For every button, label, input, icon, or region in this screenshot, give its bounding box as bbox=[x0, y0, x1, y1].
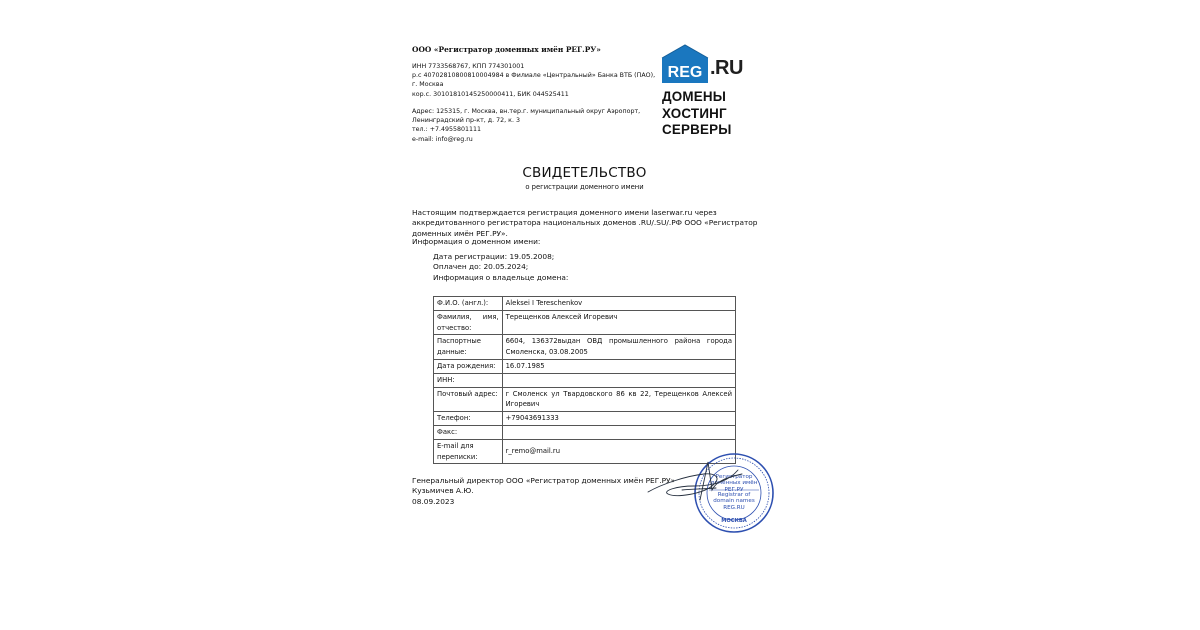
signature-block bbox=[412, 476, 675, 507]
table-value: Aleksei I Tereschenkov bbox=[502, 297, 735, 311]
confirmation-paragraph: Настоящим подтверждается регистрация доменного имени laserwar.ru через аккредитованного регистратора национальных доменов .RU/.SU/.РФ ООО «Регистратор доменных имён РЕГ.РУ». bbox=[412, 208, 758, 238]
table-row bbox=[434, 335, 736, 360]
table-key: Телефон: bbox=[434, 412, 503, 426]
table-key: Дата рождения: bbox=[434, 359, 503, 373]
table-row bbox=[434, 359, 736, 373]
table-value bbox=[502, 425, 735, 439]
table-row bbox=[434, 373, 736, 387]
requisite-line: ИНН 7733568767, КПП 774301001 bbox=[412, 63, 525, 70]
contact-line: Ленинградский пр-кт, д. 72, к. 3 bbox=[412, 117, 520, 125]
stamp-line: Registrar of bbox=[717, 492, 751, 498]
domain-dates bbox=[433, 252, 568, 283]
signature-date: 08.09.2023 bbox=[412, 496, 455, 506]
table-key: ИНН: bbox=[434, 373, 503, 387]
contact-line: Адрес: 125315, г. Москва, вн.тер.г. муниципальный округ Аэропорт, bbox=[412, 108, 641, 115]
domain-info-label: Информация о доменном имени: bbox=[412, 237, 541, 246]
table-key: E-mail для переписки: bbox=[434, 439, 503, 464]
stamp-line: domain names bbox=[713, 498, 755, 505]
stamp-city: МОСКВА bbox=[721, 518, 747, 524]
table-key: Почтовый адрес: bbox=[434, 387, 503, 412]
owner-info-label: Информация о владельце домена: bbox=[433, 272, 569, 282]
table-row bbox=[434, 412, 736, 426]
logo-tagline-line: ДОМЕНЫ bbox=[662, 89, 727, 104]
requisite-line: кор.с. 30101810145250000411, БИК 044525411 bbox=[412, 90, 569, 98]
logo-ru-text: .RU bbox=[710, 57, 743, 79]
company-contacts bbox=[412, 107, 640, 144]
requisite-line: р.с 40702810800810004984 в Филиале «Центральный» Банка ВТБ (ПАО), bbox=[412, 72, 656, 80]
table-value: 6604, 136372выдан ОВД промышленного района города Смоленска, 03.08.2005 bbox=[502, 335, 735, 360]
logo-reg-text: REG bbox=[667, 64, 703, 81]
stamp-line: REG.RU bbox=[723, 504, 745, 511]
table-value bbox=[502, 373, 735, 387]
table-value: r_remo@mail.ru bbox=[502, 439, 735, 464]
table-row bbox=[434, 310, 736, 335]
stamp-line: доменных имён bbox=[710, 480, 758, 487]
stamp-line: РЕГ.РУ bbox=[724, 486, 744, 493]
table-row bbox=[434, 387, 736, 412]
logo-tagline bbox=[662, 89, 732, 139]
signer-position: Генеральный директор ООО «Регистратор доменных имён РЕГ.РУ» bbox=[412, 476, 676, 485]
logo-mark-icon bbox=[660, 44, 710, 84]
handwritten-signature-icon bbox=[642, 456, 752, 511]
table-key: Ф.И.О. (англ.): bbox=[434, 297, 503, 311]
logo-tagline-line: ХОСТИНГ bbox=[662, 105, 727, 121]
contact-line: тел.: +7.4955801111 bbox=[412, 126, 482, 134]
signer-name: Кузьмичев А.Ю. bbox=[412, 486, 474, 496]
table-value: 16.07.1985 bbox=[502, 359, 735, 373]
table-key: Паспортные данные: bbox=[434, 335, 503, 360]
requisite-line: г. Москва bbox=[412, 81, 444, 89]
table-key: Факс: bbox=[434, 425, 503, 439]
registration-date: Дата регистрации: 19.05.2008; bbox=[433, 252, 555, 261]
document-title: СВИДЕТЕЛЬСТВО bbox=[522, 165, 647, 181]
document-subtitle: о регистрации доменного имени bbox=[525, 183, 644, 191]
table-value: Терещенков Алексей Игоревич bbox=[502, 310, 735, 335]
company-name: ООО «Регистратор доменных имён РЕГ.РУ» bbox=[412, 45, 601, 54]
paid-until-date: Оплачен до: 20.05.2024; bbox=[433, 262, 529, 272]
table-row bbox=[434, 425, 736, 439]
table-row bbox=[434, 297, 736, 311]
company-requisites bbox=[412, 62, 655, 99]
owner-table bbox=[433, 296, 736, 464]
logo-tagline-line: СЕРВЕРЫ bbox=[662, 122, 732, 138]
table-value: +79043691333 bbox=[502, 412, 735, 426]
table-key: Фамилия, имя, отчество: bbox=[434, 310, 503, 335]
stamp-line: Регистратор bbox=[715, 474, 753, 480]
table-value: г Смоленск ул Твардовского 86 кв 22, Терещенков Алексей Игоревич bbox=[502, 387, 735, 412]
contact-line: e-mail: info@reg.ru bbox=[412, 135, 473, 143]
